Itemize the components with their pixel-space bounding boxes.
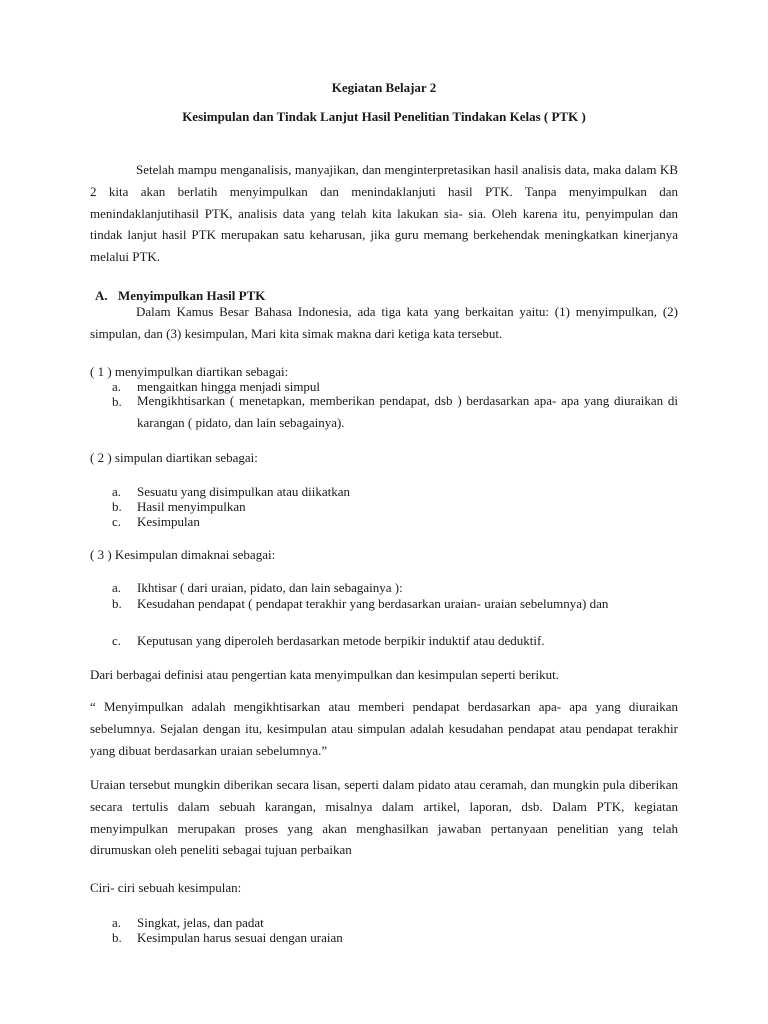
doc-subheading: Kesimpulan dan Tindak Lanjut Hasil Penelitian Tindakan Kelas ( PTK ) bbox=[182, 109, 586, 124]
def2-item-a: Sesuatu yang disimpulkan atau diikatkan bbox=[137, 484, 351, 499]
def3-marker-b: b. bbox=[112, 596, 122, 611]
def3-item-c: Keputusan yang diperoleh berdasarkan metode berpikir induktif atau deduktif. bbox=[137, 633, 545, 648]
definition-summary-paragraph: Dari berbagai definisi atau pengertian kata menyimpulkan dan kesimpulan seperti berikut. bbox=[90, 667, 559, 682]
def2-marker-b: b. bbox=[112, 499, 122, 514]
section-a-title: Menyimpulkan Hasil PTK bbox=[118, 288, 266, 303]
def2-item-c: Kesimpulan bbox=[137, 514, 200, 529]
ciri-marker-b: b. bbox=[112, 930, 122, 945]
ciri-item-a: Singkat, jelas, dan padat bbox=[137, 915, 264, 930]
def3-marker-c: c. bbox=[112, 633, 122, 648]
def3-item-a: Ikhtisar ( dari uraian, pidato, dan lain sebagainya ): bbox=[137, 580, 403, 595]
def2-item-b: Hasil menyimpulkan bbox=[137, 499, 246, 514]
def1-item-a: mengaitkan hingga menjadi simpul bbox=[137, 379, 321, 394]
def3-label: ( 3 ) Kesimpulan dimaknai sebagai: bbox=[90, 547, 276, 562]
intro-paragraph: Setelah mampu menganalisis, manyajikan, dan menginterpretasikan hasil analisis data, maka dalam KB 2 kita akan berlatih menyimpulkan dan menindaklanjuti hasil PTK. Tanpa menyimpulkan dan menindaklanjutihasil PTK, analisis data yang telah kita lakukan sia- sia. Oleh karena itu, penyimpulan dan tindak lanjut hasil PTK merupakan satu keharusan, jika guru memang berkehendak meningkatkan kinerjanya melalui PTK. bbox=[90, 162, 678, 265]
def1-marker-b: b. bbox=[112, 394, 122, 409]
def2-marker-a: a. bbox=[112, 484, 122, 499]
ciri-item-b: Kesimpulan harus sesuai dengan uraian bbox=[137, 930, 343, 945]
doc-heading: Kegiatan Belajar 2 bbox=[331, 80, 437, 95]
ciri-marker-a: a. bbox=[112, 915, 122, 930]
def1-label: ( 1 ) menyimpulkan diartikan sebagai: bbox=[90, 364, 289, 379]
quote-paragraph: “ Menyimpulkan adalah mengikhtisarkan atau memberi pendapat berdasarkan apa- apa yang diuraikan sebelumnya. Sejalan dengan itu, kesimpulan atau simpulan adalah kesudahan pendapat atau pendapat terakhir yang dibuat berdasarkan uraian sebelumnya.” bbox=[90, 699, 678, 758]
def3-item-b: Kesudahan pendapat ( pendapat terakhir yang berdasarkan uraian- uraian sebelumnya) dan bbox=[137, 596, 609, 611]
def3-marker-a: a. bbox=[112, 580, 122, 595]
def1-item-b: Mengikhtisarkan ( menetapkan, memberikan pendapat, dsb ) berdasarkan apa- apa yang diuraikan di karangan ( pidato, dan lain sebagainya). bbox=[137, 393, 678, 430]
uraian-paragraph: Uraian tersebut mungkin diberikan secara lisan, seperti dalam pidato atau ceramah, dan mungkin pula diberikan secara tertulis dalam sebuah karangan, misalnya dalam artikel, laporan, dsb. Dalam PTK, kegiatan menyimpulkan merupakan proses yang akan menghasilkan jawaban pertanyaan penelitian yang telah dirumuskan oleh peneliti sebagai tujuan perbaikan bbox=[90, 777, 678, 858]
def1-marker-a: a. bbox=[112, 379, 122, 394]
def2-marker-c: c. bbox=[112, 514, 122, 529]
section-a-marker: A. bbox=[95, 288, 108, 303]
ciri-label: Ciri- ciri sebuah kesimpulan: bbox=[90, 880, 242, 895]
section-a-text: Dalam Kamus Besar Bahasa Indonesia, ada tiga kata yang berkaitan yaitu: (1) menyimpulkan, (2) simpulan, dan (3) kesimpulan, Mari kita simak makna dari ketiga kata tersebut. bbox=[90, 304, 678, 341]
def2-label: ( 2 ) simpulan diartikan sebagai: bbox=[90, 450, 258, 465]
